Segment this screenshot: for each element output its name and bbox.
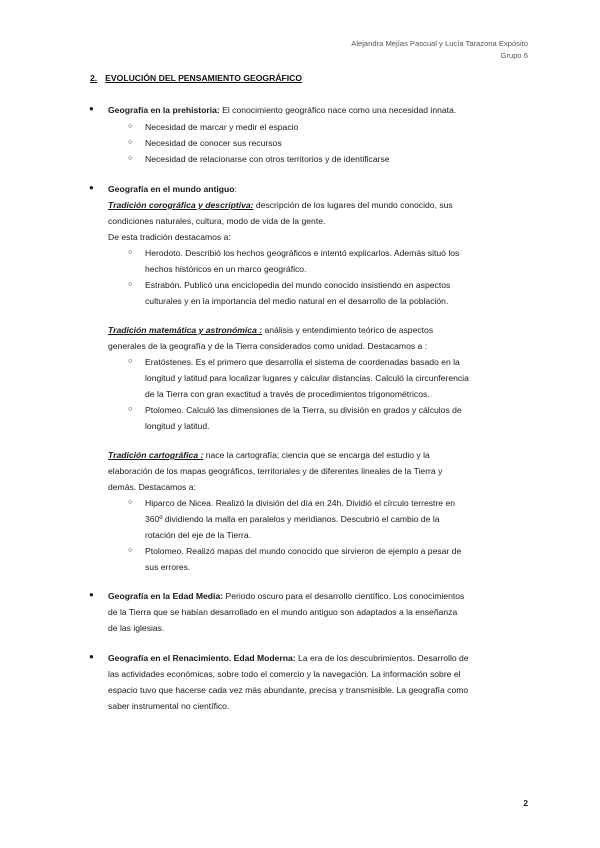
- header-authors: Alejandra Mejías Pascual y Lucía Tarazona Expósito: [351, 39, 528, 48]
- matematica-label: Tradición matemática y astronómica :: [108, 325, 263, 335]
- list-item: Necesidad de conocer sus recursos: [145, 138, 282, 148]
- section-number: 2.: [90, 73, 98, 83]
- prehistoria-text: El conocimiento geográfico nace como una necesidad innata.: [219, 105, 457, 115]
- list-item-line: Ptolomeo. Calculó las dimensiones de la Tierra, su división en grados y cálculos de: [145, 405, 462, 415]
- renacimiento-paragraph: [108, 650, 528, 714]
- sub-bullet-marker: ○: [128, 137, 133, 146]
- sub-bullet-marker: ○: [128, 121, 133, 130]
- list-item-line: Estrabón. Publicó una enciclopedia del mundo conocido insistiendo en aspectos: [145, 280, 451, 290]
- list-item-line: longitud y latitud para localizar lugares y calcular distancias. Calculó la circunferencia: [145, 373, 469, 383]
- renacimiento-heading: Geografía en el Renacimiento. Edad Moderna:: [108, 653, 296, 663]
- corografica-text-1: descripción de los lugares del mundo conocido, sus: [253, 200, 453, 210]
- matematica-text-2: generales de la geografía y de la Tierra considerados como unidad. Destacamos a :: [108, 341, 428, 351]
- list-item-line: 360º dividiendo la malla en paralelos y meridianos. Descubrió el cambio de la: [145, 514, 440, 524]
- list-item-ptolomeo-1: [145, 402, 525, 434]
- cartografica-text-2: elaboración de los mapas geográficos, territoriales y de diferentes lineales de la Tierra y: [108, 466, 443, 476]
- list-item: Necesidad de marcar y medir el espacio: [145, 122, 299, 132]
- list-item-eratostenes: [145, 354, 525, 402]
- sub-bullet-marker: ○: [128, 356, 133, 365]
- section-title: [90, 73, 302, 83]
- cartografica-text-1: nace la cartografía; ciencia que se encarga del estudio y la: [203, 450, 430, 460]
- list-item-line: Herodoto. Describió los hechos geográficos e intentó explicarlos. Además situó los: [145, 248, 460, 258]
- renacimiento-line: La era de los descubrimientos. Desarrollo de: [295, 653, 469, 663]
- bullet-marker: ●: [89, 183, 94, 192]
- sub-bullet-marker: ○: [128, 153, 133, 162]
- sub-bullet-marker: ○: [128, 497, 133, 506]
- antiguo-colon: :: [234, 184, 237, 194]
- prehistoria-heading: Geografía en la prehistoria:: [108, 105, 220, 115]
- list-item-estrabon: [145, 277, 525, 309]
- corografica-label: Tradición corográfica y descriptiva:: [108, 200, 254, 210]
- renacimiento-line: las actividades económicas, sobre todo el comercio y la navegación. La información sobre el: [108, 669, 461, 679]
- list-item-line: de la Tierra con gran exactitud a través de procedimientos trigonométricos.: [145, 389, 430, 399]
- list-item-line: Ptolomeo. Realizó mapas del mundo conocido que sirvieron de ejemplo a pesar de: [145, 546, 462, 556]
- sub-bullet-marker: ○: [128, 404, 133, 413]
- cartografica-paragraph: [108, 447, 528, 495]
- bullet-marker: ●: [89, 652, 94, 661]
- prehistoria-paragraph: [108, 102, 528, 118]
- list-item-line: Eratóstenes. Es el primero que desarrolla el sistema de coordenadas basado en la: [145, 357, 460, 367]
- list-item-line: sus errores.: [145, 562, 191, 572]
- bullet-marker: ●: [89, 104, 94, 113]
- sub-bullet-marker: ○: [128, 247, 133, 256]
- page-header: [351, 38, 528, 62]
- sub-bullet-marker: ○: [128, 545, 133, 554]
- list-item-ptolomeo-2: [145, 543, 525, 575]
- corografica-text-2: condiciones naturales, cultura, modo de vida de la gente.: [108, 216, 326, 226]
- sub-bullet-marker: ○: [128, 279, 133, 288]
- antiguo-section: [108, 181, 528, 245]
- header-group: Grupo 6: [500, 51, 528, 60]
- list-item-herodoto: [145, 245, 525, 277]
- cartografica-label: Tradición cartográfica :: [108, 450, 204, 460]
- list-item-line: longitud y latitud.: [145, 421, 210, 431]
- media-paragraph: [108, 588, 528, 636]
- list-item-hiparco: [145, 495, 525, 543]
- section-title-text: EVOLUCIÓN DEL PENSAMIENTO GEOGRÁFICO: [105, 73, 303, 83]
- cartografica-text-3: demás. Destacamos a:: [108, 482, 196, 492]
- media-line: de la Tierra que se habían desarrollado en el mundo antiguo son adaptados a la enseñanza: [108, 607, 458, 617]
- list-item-line: Hiparco de Nicea. Realizó la división del día en 24h. Dividió el círculo terrestre en: [145, 498, 456, 508]
- matematica-text-1: análisis y entendimiento teórico de aspectos: [262, 325, 434, 335]
- list-item-line: hechos históricos en un marco geográfico.: [145, 264, 307, 274]
- media-line: Periodo oscuro para el desarrollo científico. Los conocimientos: [223, 591, 465, 601]
- list-item: Necesidad de relacionarse con otros territorios y de identificarse: [145, 154, 390, 164]
- media-line: de las iglesias.: [108, 623, 165, 633]
- renacimiento-line: saber instrumental no científico.: [108, 701, 230, 711]
- antiguo-heading: Geografía en el mundo antiguo: [108, 184, 235, 194]
- destacamos-1: De esta tradición destacamos a:: [108, 232, 231, 242]
- bullet-marker: ●: [89, 590, 94, 599]
- renacimiento-line: espacio tuvo que hacerse cada vez más abundante, precisa y transmisible. La geografía como: [108, 685, 469, 695]
- list-item-line: culturales y en la importancia del medio natural en el desarrollo de la población.: [145, 296, 449, 306]
- matematica-paragraph: [108, 322, 528, 354]
- media-heading: Geografía en la Edad Media:: [108, 591, 224, 601]
- list-item-line: rotación del eje de la Tierra.: [145, 530, 252, 540]
- page-number: 2: [523, 798, 528, 808]
